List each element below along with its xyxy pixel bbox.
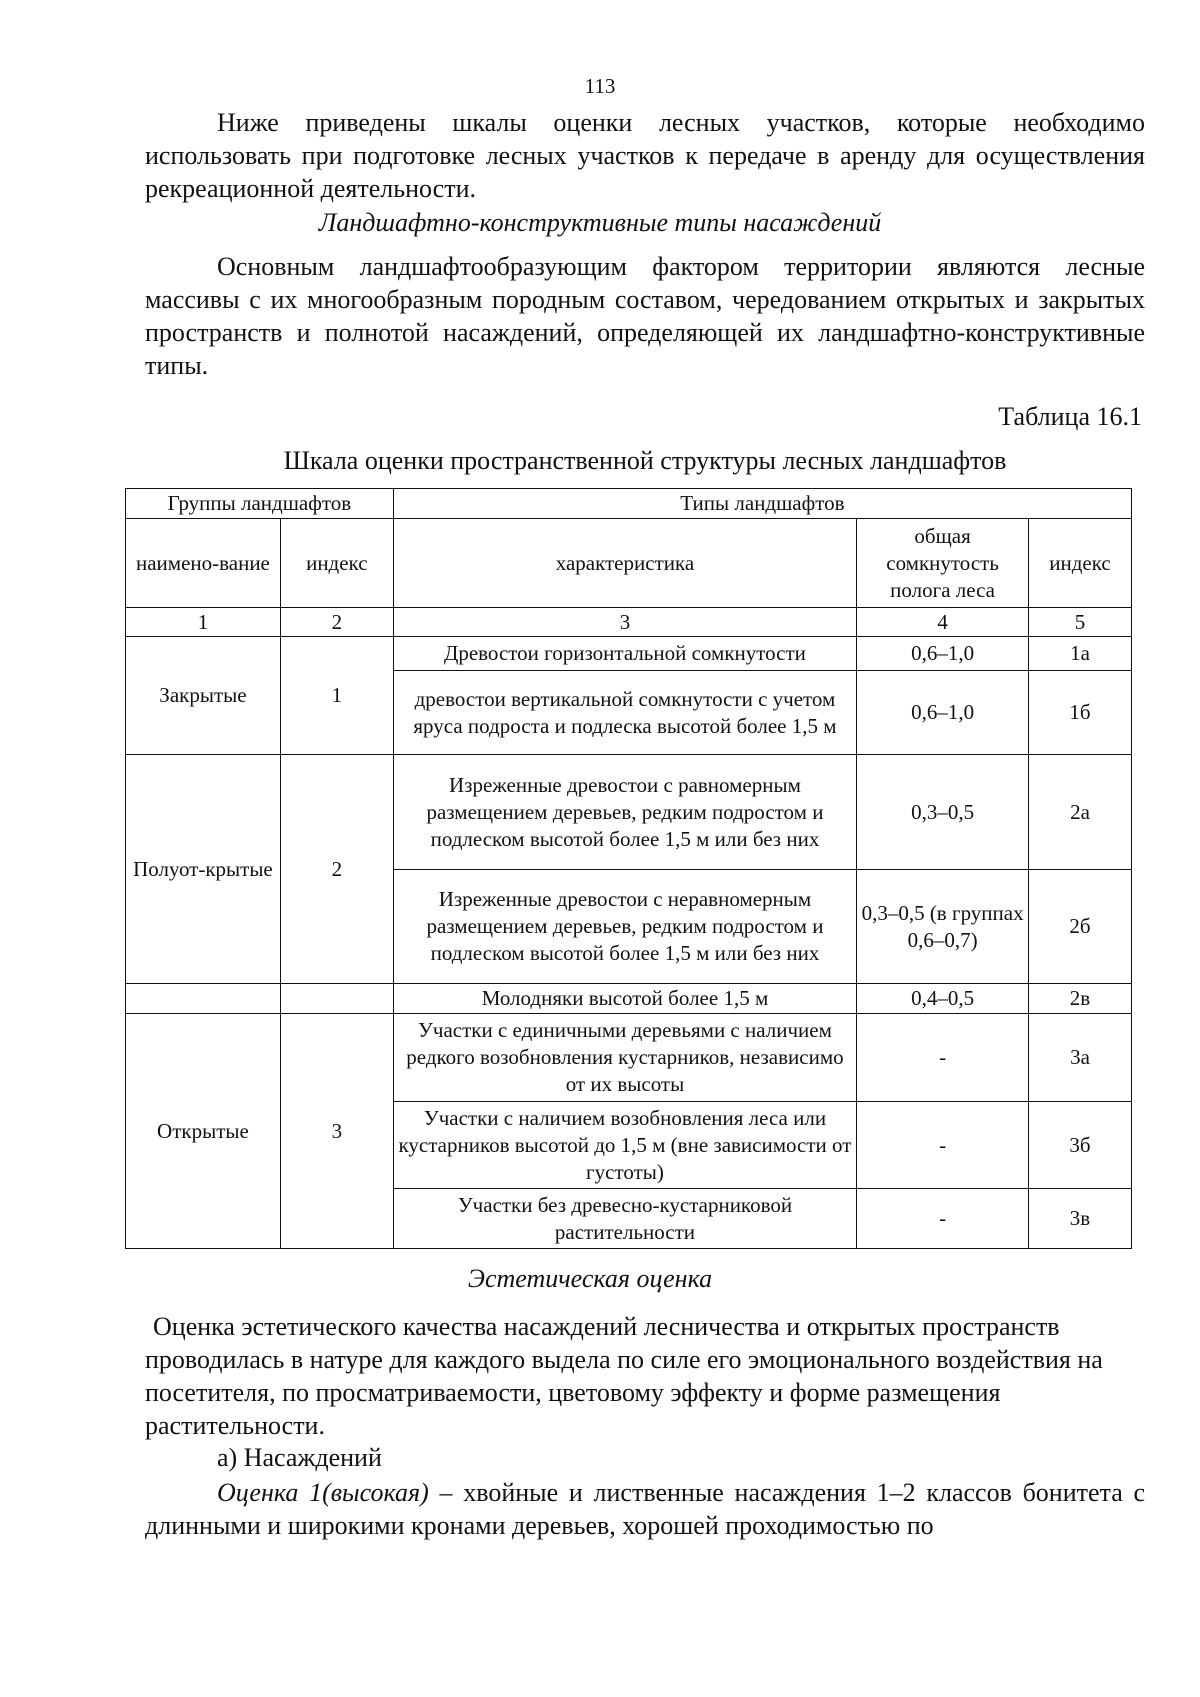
type-index-cell: 2в <box>1029 984 1132 1014</box>
density-cell: 0,3–0,5 <box>857 755 1029 870</box>
empty-cell <box>126 984 281 1014</box>
column-number: 5 <box>1029 608 1132 637</box>
type-index-cell: 3а <box>1029 1014 1132 1102</box>
page-number: 113 <box>584 74 616 98</box>
group-name-semi-open: Полуот-крытые <box>126 755 281 984</box>
table-row <box>126 984 1132 1014</box>
landscape-paragraph: Основным ландшафтообразующим фактором территории являются лесные массивы с их многообразным породным составом, чередованием открытых и закрытых пространств и полнотой насаждений, определяющей их ландшафтно-конструктивные типы. <box>145 252 1145 380</box>
item-a-plantations: а) Насаждений <box>217 1443 382 1472</box>
type-index-cell: 2а <box>1029 755 1132 870</box>
table-row <box>126 755 1132 870</box>
grade1-paragraph <box>145 1476 1145 1542</box>
grade1-label: Оценка 1(высокая) <box>217 1478 429 1507</box>
header-landscape-types: Типы ландшафтов <box>393 489 1131 519</box>
section-heading-landscape-types: Ландшафтно-конструктивные типы насаждений <box>318 208 882 237</box>
group-index-closed: 1 <box>280 637 393 755</box>
column-number: 2 <box>280 608 393 637</box>
header-canopy-density: общая сомкнутость полога леса <box>857 519 1029 608</box>
grade1-text: – хвойные и лиственные насаждения 1–2 классов бонитета с длинными и широкими кронами деревьев, хорошей проходимостью по <box>145 1478 1146 1540</box>
characteristic-cell: Молодняки высотой более 1,5 м <box>393 984 856 1014</box>
column-number: 3 <box>393 608 856 637</box>
density-cell: 0,3–0,5 (в группах 0,6–0,7) <box>857 870 1029 984</box>
group-name-open: Открытые <box>126 1014 281 1249</box>
characteristic-cell: Участки с единичными деревьями с наличием редкого возобновления кустарников, независимо от их высоты <box>393 1014 856 1102</box>
table-label: Таблица 16.1 <box>998 402 1142 431</box>
type-index-cell: 2б <box>1029 870 1132 984</box>
characteristic-cell: Изреженные древостои с равномерным размещением деревьев, редким подростом и подлеском высотой более 1,5 м или без них <box>393 755 856 870</box>
type-index-cell: 3б <box>1029 1102 1132 1189</box>
section-heading-aesthetic: Эстетическая оценка <box>467 1264 713 1293</box>
empty-cell <box>280 984 393 1014</box>
group-name-closed: Закрытые <box>126 637 281 755</box>
characteristic-cell: древостои вертикальной сомкнутости с учетом яруса подроста и подлеска высотой более 1,5 м <box>393 671 856 755</box>
density-cell: 0,4–0,5 <box>857 984 1029 1014</box>
table-row <box>126 1014 1132 1102</box>
landscape-scale-table <box>125 488 1132 1249</box>
aesthetic-paragraph: Оценка эстетического качества насаждений лесничества и открытых пространств проводилась в натуре для каждого выдела по силе его эмоционального воздействия на посетителя, по просматриваемости, цветовому эффекту и форме размещения растительности. <box>145 1312 1103 1440</box>
density-cell: - <box>857 1014 1029 1102</box>
density-cell: 0,6–1,0 <box>857 637 1029 671</box>
header-characteristic: характеристика <box>393 519 856 608</box>
type-index-cell: 1б <box>1029 671 1132 755</box>
header-landscape-groups: Группы ландшафтов <box>126 489 394 519</box>
characteristic-cell: Изреженные древостои с неравномерным размещением деревьев, редким подростом и подлеском высотой более 1,5 м или без них <box>393 870 856 984</box>
type-index-cell: 1а <box>1029 637 1132 671</box>
type-index-cell: 3в <box>1029 1189 1132 1249</box>
characteristic-cell: Участки без древесно-кустарниковой растительности <box>393 1189 856 1249</box>
header-type-index: индекс <box>1029 519 1132 608</box>
header-name: наимено-вание <box>126 519 281 608</box>
header-group-index: индекс <box>280 519 393 608</box>
characteristic-cell: Древостои горизонтальной сомкнутости <box>393 637 856 671</box>
column-number: 1 <box>126 608 281 637</box>
characteristic-cell: Участки с наличием возобновления леса или кустарников высотой до 1,5 м (вне зависимости от густоты) <box>393 1102 856 1189</box>
table-title: Шкала оценки пространственной структуры лесных ландшафтов <box>283 446 1007 475</box>
density-cell: 0,6–1,0 <box>857 671 1029 755</box>
group-index-open: 3 <box>280 1014 393 1249</box>
column-number: 4 <box>857 608 1029 637</box>
density-cell: - <box>857 1189 1029 1249</box>
density-cell: - <box>857 1102 1029 1189</box>
table-row <box>126 637 1132 671</box>
group-index-semi-open: 2 <box>280 755 393 984</box>
intro-paragraph: Ниже приведены шкалы оценки лесных участков, которые необходимо использовать при подготовке лесных участков к передаче в аренду для осуществления рекреационной деятельности. <box>145 108 1145 203</box>
